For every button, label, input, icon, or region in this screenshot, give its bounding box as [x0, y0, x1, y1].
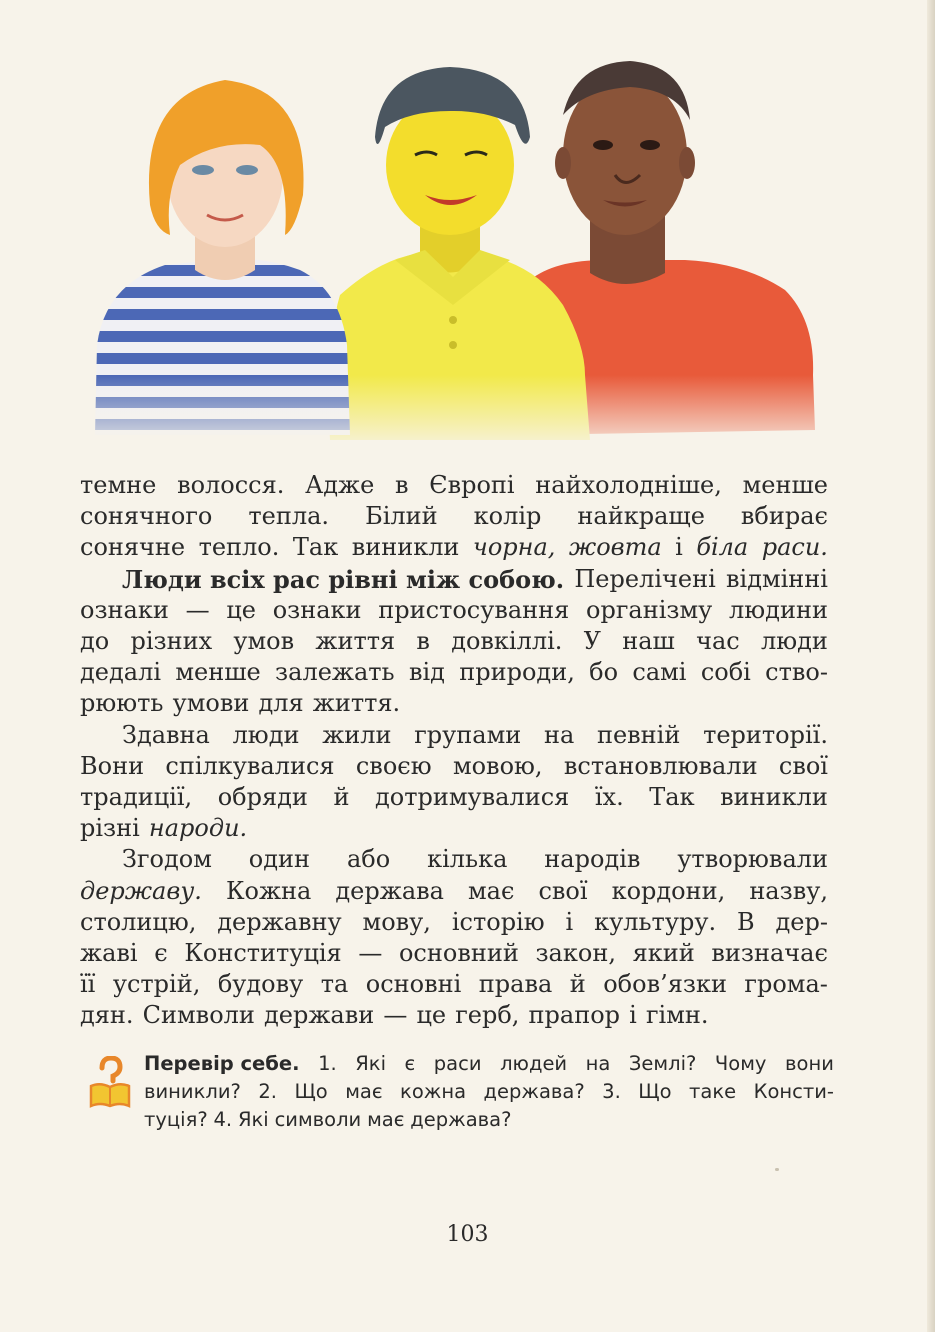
- word: виникли?: [144, 1080, 241, 1103]
- word: Європі: [429, 471, 515, 500]
- word: В: [736, 907, 755, 936]
- word: обов’язки: [603, 970, 727, 999]
- word: тепло.: [198, 533, 280, 562]
- word: має: [468, 876, 515, 905]
- paragraph: [80, 720, 828, 845]
- word: найкраще: [577, 502, 705, 531]
- word: сонячне: [80, 533, 186, 562]
- question-line: [144, 1078, 834, 1106]
- word: Так: [649, 782, 695, 811]
- word: жили: [322, 720, 392, 749]
- word: один: [248, 845, 311, 874]
- word: групами: [414, 720, 522, 749]
- word: умови: [172, 689, 250, 718]
- paper-speck: [775, 1168, 779, 1171]
- word: раси: [433, 1052, 482, 1075]
- word: жаві: [80, 938, 138, 967]
- question-line: [144, 1050, 834, 1078]
- check-yourself-label: Перевір себе.: [144, 1052, 300, 1075]
- word: Що: [638, 1080, 672, 1103]
- word: люди: [232, 720, 300, 749]
- paragraph: [80, 844, 828, 1031]
- word: грома-: [744, 970, 828, 999]
- word: —: [185, 595, 210, 624]
- word: до: [80, 627, 110, 656]
- word: Білий: [365, 502, 438, 531]
- word: свої: [538, 876, 588, 905]
- word: або: [346, 845, 391, 874]
- word: таке: [689, 1080, 737, 1103]
- word: Здавна: [122, 720, 210, 749]
- text-line: [80, 875, 828, 906]
- word: Які: [355, 1052, 386, 1075]
- word: і: [629, 1001, 637, 1030]
- word: залежать: [275, 658, 395, 687]
- word: від: [408, 658, 445, 687]
- word: традиції,: [80, 782, 193, 811]
- word: волосся.: [177, 471, 285, 500]
- word: кілька: [427, 845, 508, 874]
- word: людини: [729, 595, 828, 624]
- word: це: [226, 595, 256, 624]
- word: довкіллі.: [451, 627, 563, 656]
- word: організму: [586, 595, 713, 624]
- word: відмінні: [726, 564, 828, 593]
- body-text: [80, 470, 828, 1031]
- word: 1.: [318, 1052, 337, 1075]
- word: який: [632, 938, 695, 967]
- word: людей: [500, 1052, 568, 1075]
- word: менше: [742, 471, 828, 500]
- word: держави: [264, 1001, 375, 1030]
- word: Символи: [142, 1001, 255, 1030]
- word: своєю: [355, 751, 432, 780]
- word: держава?: [410, 1108, 512, 1131]
- word: прапор: [528, 1001, 621, 1030]
- word: колір: [473, 502, 542, 531]
- word: культуру.: [594, 907, 717, 936]
- word: Згодом: [122, 845, 212, 874]
- word: будову: [217, 970, 304, 999]
- check-yourself-questions: [144, 1050, 834, 1134]
- term-peoples: народи.: [148, 814, 248, 843]
- text-line: [80, 938, 828, 969]
- word: кордони,: [611, 876, 726, 905]
- word: та: [320, 970, 349, 999]
- text-line: [80, 751, 828, 782]
- text-line: [80, 688, 828, 719]
- term-races: раси.: [761, 533, 828, 562]
- word: свої: [778, 751, 828, 780]
- term-state: державу.: [80, 876, 202, 905]
- word: умов: [233, 627, 295, 656]
- word: вони: [785, 1052, 834, 1075]
- word: основні: [365, 970, 462, 999]
- word: життя.: [312, 689, 401, 718]
- word: Які: [237, 1108, 269, 1131]
- word: рюють: [80, 689, 164, 718]
- word: наш: [622, 627, 675, 656]
- word: обряди: [217, 782, 308, 811]
- word: і: [565, 907, 574, 936]
- text-line: [80, 813, 828, 844]
- word: є: [154, 938, 168, 967]
- word: найхолодніше,: [535, 471, 722, 500]
- text-line: [80, 501, 828, 532]
- word: собі: [700, 658, 751, 687]
- word: устрій,: [112, 970, 201, 999]
- word: тепла.: [248, 502, 330, 531]
- word: 4.: [213, 1108, 233, 1131]
- word: має: [345, 1080, 383, 1103]
- question-book-icon: [88, 1056, 132, 1108]
- word: Кожна: [225, 876, 312, 905]
- word: основний: [398, 938, 519, 967]
- word: назву,: [749, 876, 828, 905]
- word: столицю,: [80, 907, 197, 936]
- text-line: [80, 470, 828, 501]
- word: самі: [632, 658, 687, 687]
- word: державну: [217, 907, 342, 936]
- word: її: [80, 970, 96, 999]
- word: має: [367, 1108, 405, 1131]
- word: держава: [335, 876, 444, 905]
- word: темне: [80, 471, 157, 500]
- page-number: 103: [446, 1222, 489, 1247]
- word: Перелічені: [574, 564, 716, 593]
- text-line: [80, 844, 828, 875]
- word: Консти-: [753, 1080, 834, 1103]
- word: Землі?: [628, 1052, 697, 1075]
- word: в: [395, 471, 409, 500]
- word: й: [333, 782, 350, 811]
- text-line: [80, 657, 828, 688]
- bold-lead: Люди всіх рас рівні між собою.: [122, 564, 565, 594]
- word: на: [585, 1052, 611, 1075]
- word: дотримувалися: [375, 782, 570, 811]
- question-line: [144, 1106, 834, 1134]
- word: на: [543, 720, 575, 749]
- word: Адже: [305, 471, 375, 500]
- word: встановлювали: [563, 751, 758, 780]
- text-line: [80, 532, 828, 563]
- term-black: чорна,: [472, 533, 556, 562]
- word: дян.: [80, 1001, 134, 1030]
- word: закон,: [535, 938, 616, 967]
- word: вбирає: [740, 502, 828, 531]
- text-line: [80, 907, 828, 938]
- word: Так: [292, 533, 339, 562]
- paragraph: [80, 564, 828, 720]
- text-line: [80, 969, 828, 1000]
- text-line: [80, 626, 828, 657]
- word: їх.: [594, 782, 624, 811]
- word: різних: [130, 627, 213, 656]
- word: держава?: [483, 1080, 585, 1103]
- word: туція?: [144, 1108, 208, 1131]
- word: кожна: [400, 1080, 467, 1103]
- word: люди: [761, 627, 828, 656]
- word: Чому: [714, 1052, 767, 1075]
- word: виникли: [351, 533, 460, 562]
- word: Що: [294, 1080, 328, 1103]
- word: права: [478, 970, 553, 999]
- page-edge: [927, 0, 935, 1332]
- word: бо: [589, 658, 619, 687]
- word: мову,: [362, 907, 431, 936]
- paragraph: [80, 470, 828, 564]
- word: —: [383, 1001, 408, 1030]
- word: певній: [596, 720, 681, 749]
- word: дер-: [775, 907, 828, 936]
- word: і: [675, 533, 683, 562]
- text-line: [80, 564, 828, 595]
- word: є: [404, 1052, 416, 1075]
- term-yellow: жовта: [568, 533, 662, 562]
- word: це: [416, 1001, 447, 1030]
- word: менше: [175, 658, 261, 687]
- word: природи,: [459, 658, 575, 687]
- word: 3.: [602, 1080, 621, 1103]
- word: визначає: [711, 938, 828, 967]
- text-line: [80, 720, 828, 751]
- word: різні: [80, 814, 140, 843]
- word: ознаки: [80, 595, 169, 624]
- word: мовою,: [452, 751, 543, 780]
- text-line: [80, 1000, 828, 1031]
- word: утворювали: [677, 845, 828, 874]
- word: дедалі: [80, 658, 161, 687]
- word: народів: [544, 845, 641, 874]
- word: Конституція: [184, 938, 342, 967]
- word: час: [696, 627, 740, 656]
- word: ознаки: [272, 595, 362, 624]
- word: виникли: [720, 782, 828, 811]
- word: гімн.: [645, 1001, 709, 1030]
- word: ство-: [765, 658, 828, 687]
- word: герб,: [455, 1001, 520, 1030]
- word: в: [416, 627, 430, 656]
- text-line: [80, 782, 828, 813]
- word: —: [358, 938, 383, 967]
- text-line: [80, 595, 828, 626]
- word: У: [583, 627, 601, 656]
- three-children-illustration: [85, 45, 825, 455]
- word: для: [258, 689, 304, 718]
- word: символи: [274, 1108, 362, 1131]
- word: життя: [315, 627, 396, 656]
- word: сонячного: [80, 502, 213, 531]
- term-white: біла: [696, 533, 749, 562]
- word: пристосування: [378, 595, 570, 624]
- word: історію: [451, 907, 545, 936]
- word: території.: [703, 720, 828, 749]
- word: спілкувалися: [165, 751, 335, 780]
- word: й: [569, 970, 586, 999]
- word: Вони: [80, 751, 145, 780]
- word: 2.: [258, 1080, 277, 1103]
